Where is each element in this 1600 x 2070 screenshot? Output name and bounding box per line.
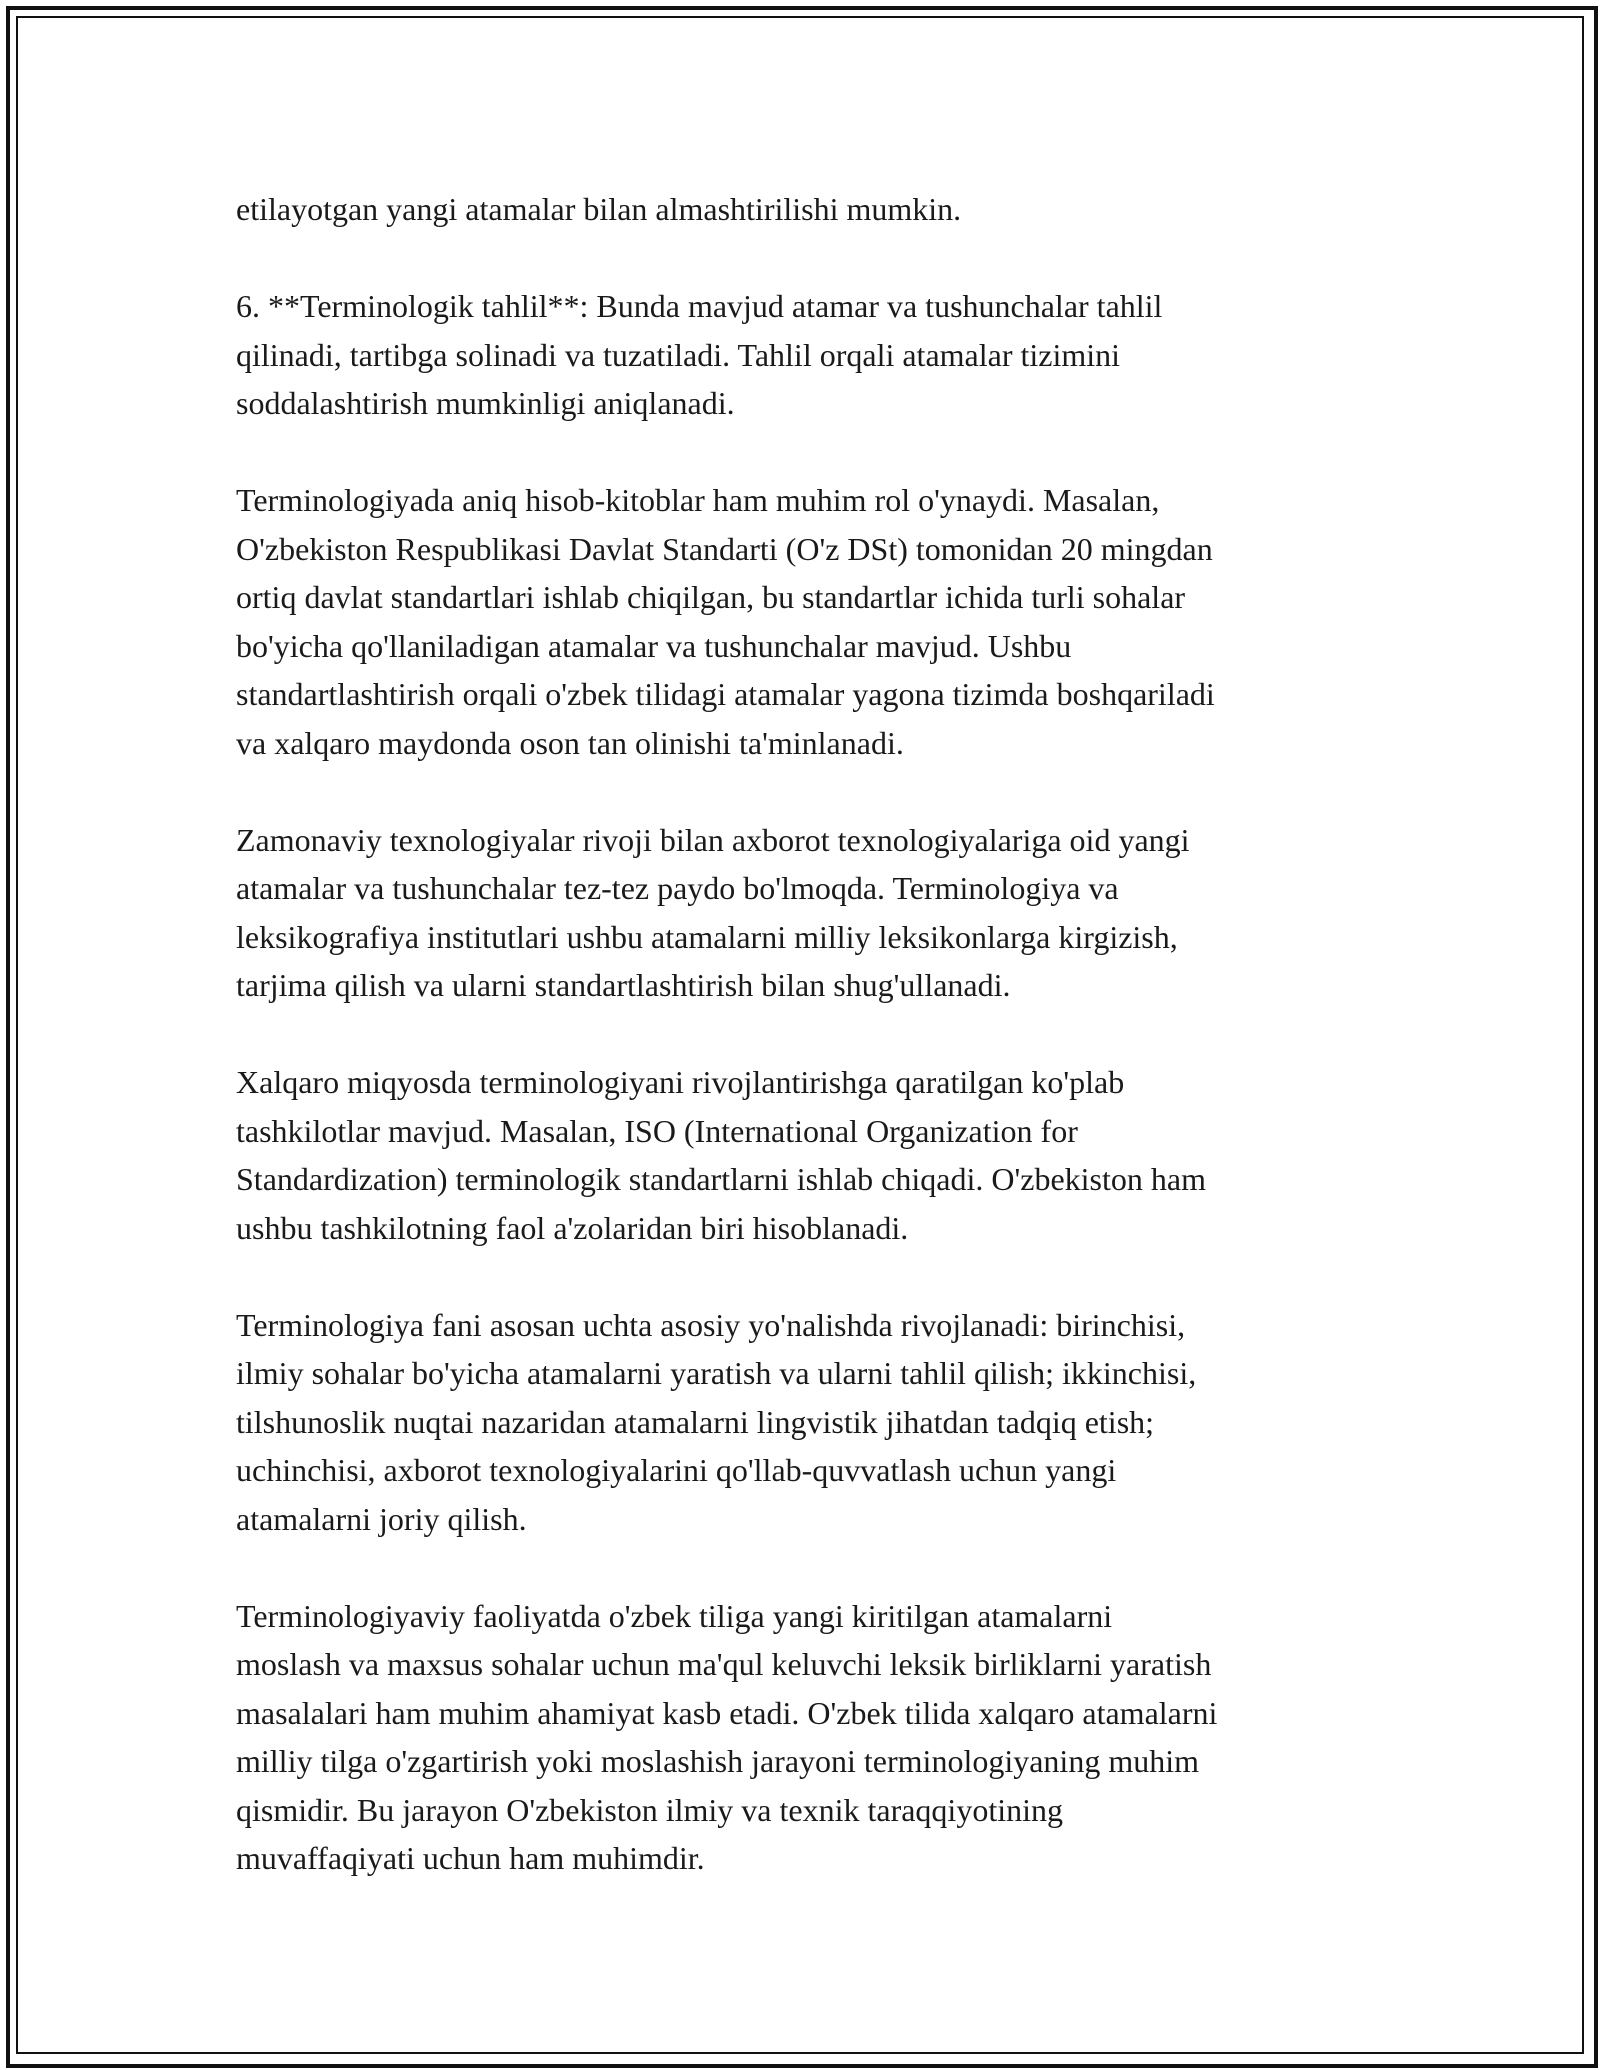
paragraph-modern-technologies: Zamonaviy texnologiyalar rivoji bilan axborot texnologiyalariga oid yangi atamalar va tushunchalar tez-tez paydo bo'lmoqda. Terminologiya va leksikografiya institutlari ushbu atamalarni milliy leksikonlarga kirgizish, tarjima qilish va ularni standartlashtirish bilan shug'ullanadi.	[236, 821, 1190, 1003]
paragraph-continuation: etilayotgan yangi atamalar bilan almashtirilishi mumkin.	[236, 191, 962, 227]
paragraph-international-organizations: Xalqaro miqyosda terminologiyani rivojlantirishga qaratilgan ko'plab tashkilotlar mavjud. Masalan, ISO (International Organization for Standardization) terminologik standartlarni ishlab chiqadi. O'zbekiston ham ushbu tashkilotning faol a'zolaridan biri hisoblanadi.	[236, 1064, 1206, 1246]
document-body	[236, 185, 1376, 1931]
paragraph-terminological-activity: Terminologiyaviy faoliyatda o'zbek tiliga yangi kiritilgan atamalarni moslash va maxsus sohalar uchun ma'qul keluvchi leksik birliklarni yaratish masalalari ham muhim ahamiyat kasb etadi. O'zbek tilida xalqaro atamalarni milliy tilga o'zgartirish yoki moslashish jarayoni terminologiyaning muhim qismidir. Bu jarayon O'zbekiston ilmiy va texnik taraqqiyotining muvaffaqiyati uchun ham muhimdir.	[236, 1597, 1218, 1876]
paragraph-standards: Terminologiyada aniq hisob-kitoblar ham muhim rol o'ynaydi. Masalan, O'zbekiston Respublikasi Davlat Standarti (O'z DSt) tomonidan 20 mingdan ortiq davlat standartlari ishlab chiqilgan, bu standartlar ichida turli sohalar bo'yicha qo'llaniladigan atamalar va tushunchalar mavjud. Ushbu standartlashtirish orqali o'zbek tilidagi atamalar yagona tizimda boshqariladi va xalqaro maydonda oson tan olinishi ta'minlanadi.	[236, 482, 1215, 761]
paragraph-terminological-analysis: 6. **Terminologik tahlil**: Bunda mavjud atamar va tushunchalar tahlil qilinadi, tartibga solinadi va tuzatiladi. Tahlil orqali atamalar tizimini soddalashtirish mumkinligi aniqlanadi.	[236, 288, 1163, 421]
paragraph-three-directions: Terminologiya fani asosan uchta asosiy yo'nalishda rivojlanadi: birinchisi, ilmiy sohalar bo'yicha atamalarni yaratish va ularni tahlil qilish; ikkinchisi, tilshunoslik nuqtai nazaridan atamalarni lingvistik jihatdan tadqiq etish; uchinchisi, axborot texnologiyalarini qo'llab-quvvatlash uchun yangi atamalarni joriy qilish.	[236, 1306, 1197, 1537]
